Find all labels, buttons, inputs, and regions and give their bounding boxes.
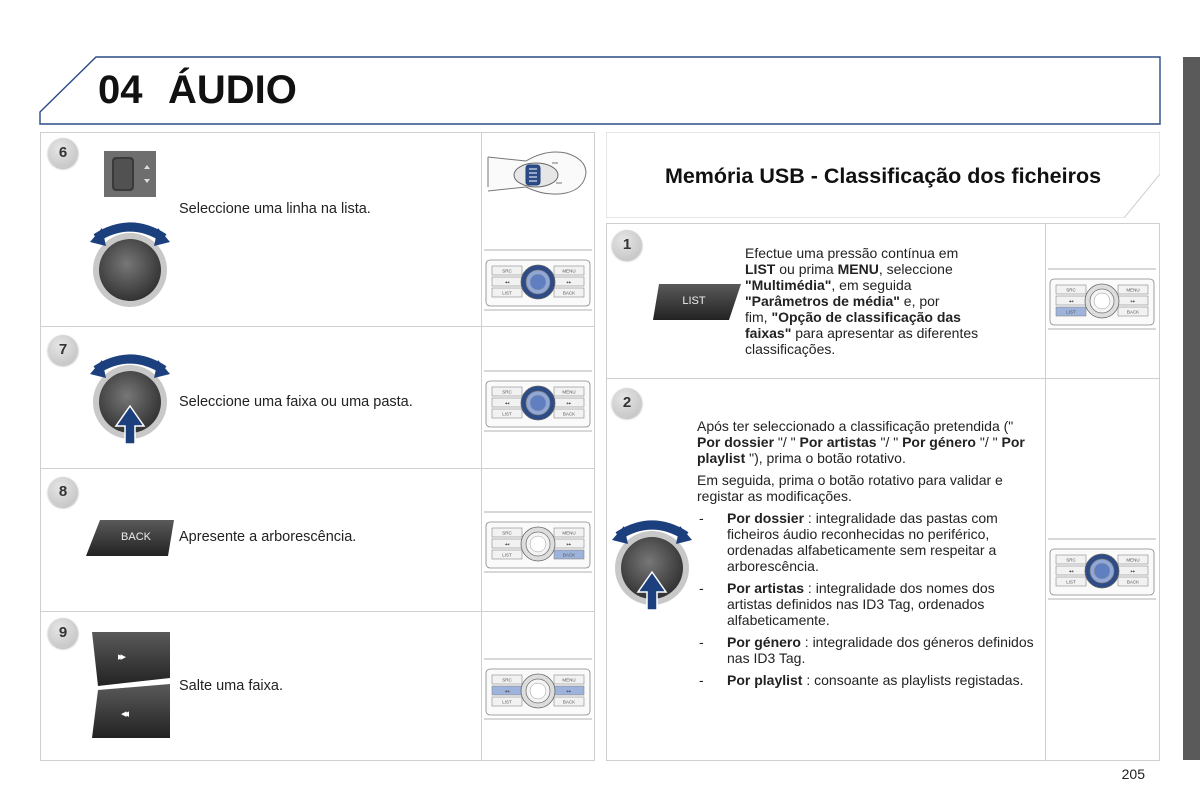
svg-text:BACK: BACK bbox=[562, 290, 576, 296]
head-unit-knob-highlight-illustration bbox=[484, 246, 592, 316]
svg-text:SRC: SRC bbox=[502, 268, 512, 274]
svg-text:MENU: MENU bbox=[1126, 557, 1140, 563]
svg-text:MENU: MENU bbox=[562, 389, 576, 395]
section-title-box bbox=[606, 132, 1160, 218]
back-button-label: BACK bbox=[121, 531, 151, 543]
svg-text:◂◂: ◂◂ bbox=[504, 400, 510, 406]
right-step-1-badge: 1 bbox=[612, 230, 642, 260]
list-item: - Por playlist : consoante as playlists registadas. bbox=[697, 672, 1037, 688]
list-item: - Por género : integralidade dos géneros definidos nas ID3 Tag. bbox=[697, 634, 1037, 666]
step-9-badge: 9 bbox=[48, 618, 78, 648]
svg-text:BACK: BACK bbox=[562, 552, 576, 558]
right-step-1-text: Efectue uma pressão contínua em LIST ou prima MENU, seleccione "Multimédia", em seguida "Parâmetros de média" e, por fim, "Opção de classificação das faixas" para apresentar as diferentes classificações. bbox=[745, 245, 979, 357]
svg-text:▸▸: ▸▸ bbox=[566, 688, 572, 694]
svg-text:SRC: SRC bbox=[502, 677, 512, 683]
svg-text:MENU: MENU bbox=[1126, 287, 1140, 293]
classification-list bbox=[697, 510, 1037, 688]
svg-text:LIST: LIST bbox=[1066, 579, 1076, 585]
section-title: Memória USB - Classificação dos ficheiros bbox=[664, 164, 1102, 188]
svg-text:SRC: SRC bbox=[502, 389, 512, 395]
svg-text:LIST: LIST bbox=[502, 290, 512, 296]
head-unit-skip-highlight-illustration bbox=[484, 655, 592, 725]
skip-buttons-icon bbox=[90, 630, 172, 740]
svg-text:LIST: LIST bbox=[1066, 309, 1076, 315]
svg-text:◂◂: ◂◂ bbox=[504, 279, 510, 285]
head-unit-back-highlight-illustration bbox=[484, 508, 592, 578]
step2-paragraph-2: Em seguida, prima o botão rotativo para validar e registar as modificações. bbox=[697, 472, 1003, 504]
step-7-text: Seleccione uma faixa ou uma pasta. bbox=[179, 394, 413, 410]
svg-text:▸▸: ▸▸ bbox=[566, 541, 572, 547]
svg-text:◂◂: ◂◂ bbox=[1068, 298, 1074, 304]
svg-text:▸▸: ▸▸ bbox=[566, 279, 572, 285]
svg-text:▸▸: ▸▸ bbox=[1130, 298, 1136, 304]
svg-text:◂◂: ◂◂ bbox=[504, 688, 510, 694]
step-6-badge: 6 bbox=[48, 138, 78, 168]
steering-stalk-illustration bbox=[486, 147, 588, 201]
previous-track-icon: ◂◂ bbox=[121, 708, 127, 720]
svg-text:BACK: BACK bbox=[1126, 309, 1140, 315]
svg-text:LIST: LIST bbox=[502, 411, 512, 417]
head-unit-knob-highlight-illustration bbox=[484, 367, 592, 437]
list-item: - Por dossier : integralidade das pastas com ficheiros áudio reconhecidas no periférico, ordenadas alfabeticamente sem respeitar a arborescência. bbox=[697, 510, 1037, 574]
svg-text:MENU: MENU bbox=[562, 677, 576, 683]
svg-text:LIST: LIST bbox=[502, 699, 512, 705]
next-track-icon: ▸▸ bbox=[118, 651, 124, 663]
thumbwheel-switch-icon bbox=[104, 151, 156, 197]
step-9-text: Salte uma faixa. bbox=[179, 678, 283, 694]
svg-text:BACK: BACK bbox=[562, 699, 576, 705]
step-7-badge: 7 bbox=[48, 335, 78, 365]
rotary-knob-select-icon bbox=[610, 516, 694, 612]
svg-text:◂◂: ◂◂ bbox=[504, 541, 510, 547]
svg-text:MENU: MENU bbox=[562, 268, 576, 274]
step-8-text: Apresente a arborescência. bbox=[179, 529, 357, 545]
side-tab bbox=[1183, 57, 1200, 760]
svg-text:SRC: SRC bbox=[1066, 287, 1076, 293]
rotary-knob-turn-icon bbox=[88, 218, 172, 310]
svg-text:MENU: MENU bbox=[562, 530, 576, 536]
step2-paragraph-1: Após ter seleccionado a classificação pretendida (" Por dossier "/ " Por artistas "/ " Por género "/ " Por playlist "), prima o botão rotativo. bbox=[697, 418, 1025, 466]
step-6-text: Seleccione uma linha na lista. bbox=[179, 201, 371, 217]
right-step-2-badge: 2 bbox=[612, 388, 642, 418]
list-item: - Por artistas : integralidade dos nomes dos artistas definidos nas ID3 Tag, ordenados alfabeticamente. bbox=[697, 580, 1037, 628]
head-unit-list-highlight-illustration bbox=[1048, 265, 1156, 335]
right-step-2-text bbox=[697, 418, 1037, 694]
svg-text:BACK: BACK bbox=[1126, 579, 1140, 585]
svg-text:SRC: SRC bbox=[502, 530, 512, 536]
list-button-label: LIST bbox=[682, 295, 706, 307]
rotary-knob-press-icon bbox=[88, 350, 172, 446]
svg-text:BACK: BACK bbox=[562, 411, 576, 417]
svg-text:LIST: LIST bbox=[502, 552, 512, 558]
chapter-number: 04 bbox=[98, 68, 143, 112]
page-number: 205 bbox=[1121, 766, 1145, 782]
svg-text:◂◂: ◂◂ bbox=[1068, 568, 1074, 574]
svg-text:▸▸: ▸▸ bbox=[566, 400, 572, 406]
chapter-title: ÁUDIO bbox=[168, 68, 297, 112]
svg-text:▸▸: ▸▸ bbox=[1130, 568, 1136, 574]
svg-text:SRC: SRC bbox=[1066, 557, 1076, 563]
head-unit-knob-highlight-illustration bbox=[1048, 535, 1156, 605]
step-8-badge: 8 bbox=[48, 477, 78, 507]
